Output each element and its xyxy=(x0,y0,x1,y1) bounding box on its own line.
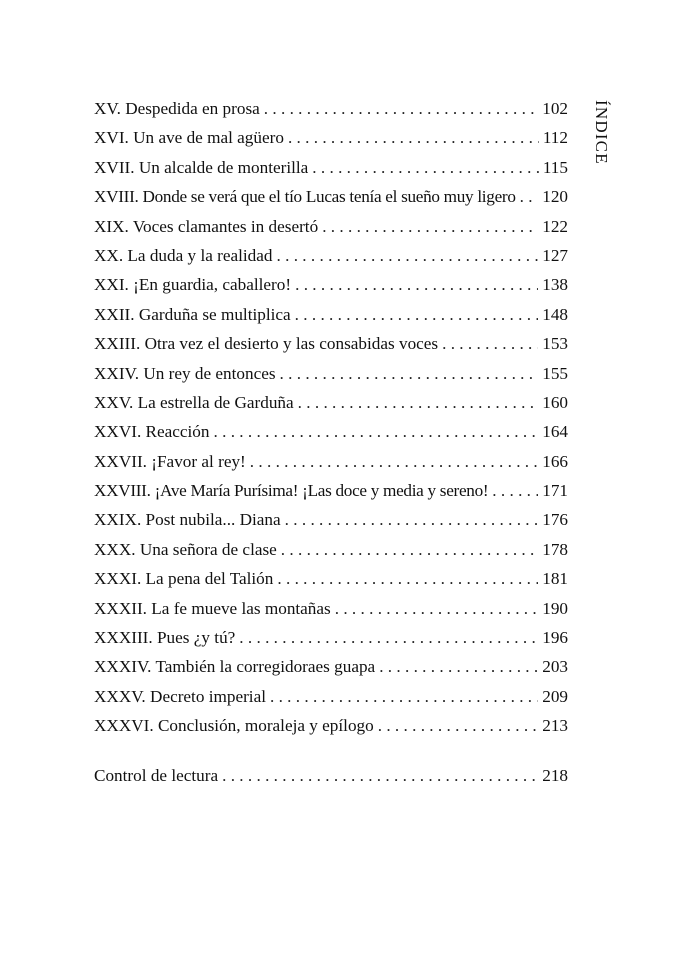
dot-leader xyxy=(250,447,538,476)
dot-leader xyxy=(277,241,539,270)
toc-entry-page: 112 xyxy=(542,128,568,148)
dot-leader xyxy=(281,535,538,564)
dot-leader xyxy=(222,761,538,790)
toc-entry[interactable] xyxy=(94,623,568,652)
toc-entry[interactable] xyxy=(94,682,568,711)
dot-leader xyxy=(378,711,538,740)
toc-entry-title: XXX. Una señora de clase xyxy=(94,539,277,559)
toc-entry-title: XXI. ¡En guardia, caballero! xyxy=(94,275,292,295)
dot-leader xyxy=(295,300,539,329)
dot-leader xyxy=(298,388,539,417)
toc-entry-title: XXIX. Post nubila... Diana xyxy=(94,510,281,530)
running-head-label: ÍNDICE xyxy=(592,100,611,165)
toc-entry-title: XXXV. Decreto imperial xyxy=(94,686,266,706)
toc-entry-page: 164 xyxy=(542,422,568,442)
toc-entry-page: 153 xyxy=(542,334,568,354)
toc-entry-page: 171 xyxy=(542,481,568,501)
toc-entry[interactable] xyxy=(94,270,568,299)
toc-entry-title: XVII. Un alcalde de monterilla xyxy=(94,157,309,177)
toc-entry-page: 138 xyxy=(542,275,568,295)
toc-entry-title: XVIII. Donde se verá que el tío Lucas tenía el sueño muy ligero xyxy=(94,187,516,207)
toc-entry-title: Control de lectura xyxy=(94,765,219,785)
toc-entry-title: XXV. La estrella de Garduña xyxy=(94,392,294,412)
toc-entry-title: XXVI. Reacción xyxy=(94,422,210,442)
toc-entry-page: 196 xyxy=(542,628,568,648)
dot-leader xyxy=(239,623,538,652)
toc-entry-page: 176 xyxy=(542,510,568,530)
toc-entry[interactable] xyxy=(94,417,568,446)
toc-entry-title: XX. La duda y la realidad xyxy=(94,245,273,265)
toc-entry-page: 122 xyxy=(542,216,568,236)
toc-entry-page: 218 xyxy=(542,765,568,785)
toc-entry-title: XXXI. La pena del Talión xyxy=(94,569,274,589)
toc-entry-page: 209 xyxy=(542,686,568,706)
running-head xyxy=(591,100,611,190)
toc-entry[interactable] xyxy=(94,505,568,534)
toc-entry-title: XIX. Voces clamantes in desertó xyxy=(94,216,319,236)
toc-entry-page: 203 xyxy=(542,657,568,677)
toc-entry-title: XXVII. ¡Favor al rey! xyxy=(94,451,246,471)
toc-entry[interactable] xyxy=(94,594,568,623)
toc-entry[interactable] xyxy=(94,300,568,329)
dot-leader xyxy=(520,182,539,211)
toc-entry-title: XVI. Un ave de mal agüero xyxy=(94,128,284,148)
dot-leader xyxy=(322,212,538,241)
dot-leader xyxy=(492,476,538,505)
toc-entry[interactable] xyxy=(94,652,568,681)
toc-entry-title: XXXII. La fe mueve las montañas xyxy=(94,598,331,618)
toc-entry[interactable] xyxy=(94,212,568,241)
toc-entry-page: 178 xyxy=(542,539,568,559)
toc-entry-page: 160 xyxy=(542,392,568,412)
toc-entry[interactable] xyxy=(94,476,568,505)
toc-entry-title: XXVIII. ¡Ave María Purísima! ¡Las doce y media y sereno! xyxy=(94,481,489,501)
toc-entry-page: 213 xyxy=(542,716,568,736)
toc-entry[interactable] xyxy=(94,182,568,211)
toc-entry[interactable] xyxy=(94,564,568,593)
toc-entry-title: XXXIII. Pues ¿y tú? xyxy=(94,628,236,648)
dot-leader xyxy=(277,564,538,593)
dot-leader xyxy=(214,417,539,446)
toc-entry[interactable] xyxy=(94,535,568,564)
dot-leader xyxy=(335,594,538,623)
dot-leader xyxy=(280,359,539,388)
toc-entry-title: XXIII. Otra vez el desierto y las consabidas voces xyxy=(94,334,439,354)
toc-entry-title: XXXVI. Conclusión, moraleja y epílogo xyxy=(94,716,374,736)
toc-entry[interactable] xyxy=(94,359,568,388)
dot-leader xyxy=(312,153,539,182)
dot-leader xyxy=(295,270,538,299)
toc-entry-page: 181 xyxy=(542,569,568,589)
dot-leader xyxy=(379,652,538,681)
toc-entry[interactable] xyxy=(94,711,568,740)
toc-entry[interactable] xyxy=(94,329,568,358)
toc-entry[interactable] xyxy=(94,94,568,123)
toc-entry-page: 148 xyxy=(542,304,568,324)
table-of-contents xyxy=(94,94,568,790)
toc-entry-title: XXII. Garduña se multiplica xyxy=(94,304,291,324)
toc-entry[interactable] xyxy=(94,447,568,476)
toc-entry-page: 127 xyxy=(542,245,568,265)
section-spacer xyxy=(94,741,568,761)
dot-leader xyxy=(264,94,538,123)
toc-entry-page: 102 xyxy=(542,99,568,118)
toc-entry-page: 166 xyxy=(542,451,568,471)
dot-leader xyxy=(442,329,538,358)
toc-entry-page: 120 xyxy=(542,187,568,207)
dot-leader xyxy=(285,505,539,534)
toc-entry[interactable] xyxy=(94,123,568,152)
toc-entry-title: XXXIV. También la corregidoraes guapa xyxy=(94,657,376,677)
dot-leader xyxy=(288,123,539,152)
toc-entry-title: XV. Despedida en prosa xyxy=(94,99,260,118)
toc-entry[interactable] xyxy=(94,153,568,182)
toc-entry[interactable] xyxy=(94,388,568,417)
dot-leader xyxy=(270,682,538,711)
toc-entry-page: 190 xyxy=(542,598,568,618)
toc-entry-title: XXIV. Un rey de entonces xyxy=(94,363,276,383)
toc-entry[interactable] xyxy=(94,241,568,270)
toc-entry-page: 155 xyxy=(542,363,568,383)
toc-entry-page: 115 xyxy=(542,157,568,177)
toc-entry-control-de-lectura[interactable] xyxy=(94,761,568,790)
